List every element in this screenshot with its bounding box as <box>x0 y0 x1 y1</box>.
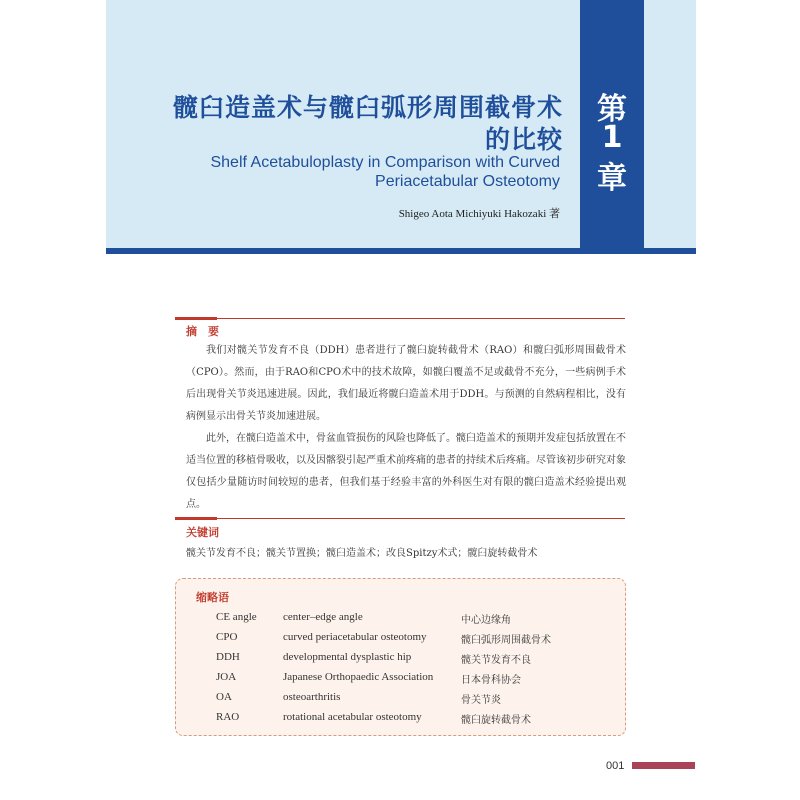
header-rule <box>106 248 696 254</box>
page-number-bar <box>632 762 695 769</box>
abbr-english: rotational acetabular osteotomy <box>283 711 422 723</box>
keywords-rule <box>175 518 625 519</box>
chapter-label-1: 第 <box>597 92 627 127</box>
abbr-term: OA <box>216 691 232 703</box>
abstract-body <box>186 340 626 516</box>
abbreviation-row <box>176 671 625 691</box>
abstract-rule <box>175 318 625 319</box>
abstract-label: 摘 要 <box>186 325 219 338</box>
abbreviations-box <box>175 578 626 736</box>
abbreviation-row <box>176 611 625 631</box>
keywords-text: 髋关节发育不良；髋关节置换；髋臼造盖术；改良Spitzy术式；髋臼旋转截骨术 <box>186 548 538 559</box>
abbreviation-row <box>176 711 625 731</box>
title-en-line2: Periacetabular Osteotomy <box>375 173 560 190</box>
abbr-chinese: 髋臼旋转截骨术 <box>461 715 531 726</box>
abbr-english: center–edge angle <box>283 611 363 623</box>
abbreviations-title: 缩略语 <box>196 591 229 604</box>
abbr-chinese: 日本骨科协会 <box>461 675 521 686</box>
abbr-chinese: 髋关节发育不良 <box>461 655 531 666</box>
abbr-chinese: 骨关节炎 <box>461 695 501 706</box>
abbr-chinese: 髋臼弧形周围截骨术 <box>461 635 551 646</box>
abbr-english: Japanese Orthopaedic Association <box>283 671 434 683</box>
abbr-term: DDH <box>216 651 240 663</box>
authors: Shigeo Aota Michiyuki Hakozaki 著 <box>398 208 560 220</box>
abbr-english: curved periacetabular osteotomy <box>283 631 427 643</box>
abbr-term: CE angle <box>216 611 257 623</box>
abbr-term: JOA <box>216 671 237 683</box>
chapter-tab <box>580 0 644 252</box>
chapter-label-2: 章 <box>597 161 627 196</box>
abbreviation-row <box>176 651 625 671</box>
abbr-term: RAO <box>216 711 240 723</box>
keywords-label: 关键词 <box>186 526 219 539</box>
abbr-term: CPO <box>216 631 238 643</box>
keywords-rule-mark <box>175 517 217 520</box>
title-cn-line2: 的比较 <box>484 125 563 154</box>
abstract-paragraph: 此外，在髋臼造盖术中，骨盆血管损伤的风险也降低了。髋臼造盖术的预期并发症包括放置在不适当位置的移植骨吸收，以及因髂裂引起严重术前疼痛的患者的持续术后疼痛。尽管该初步研究对象仅包括少量随访时间较短的患者，但我们基于经验丰富的外科医生对有限的髋臼造盖术经验提出观点。 <box>186 433 626 510</box>
abbr-english: developmental dysplastic hip <box>283 651 412 663</box>
page-number: 001 <box>606 760 625 772</box>
abbreviation-row <box>176 691 625 711</box>
abstract-paragraph: 我们对髋关节发育不良（DDH）患者进行了髋臼旋转截骨术（RAO）和髋臼弧形周围截骨术（CPO）。然而，由于RAO和CPO术中的技术故障，如髋臼覆盖不足或截骨不充分，一些病例手术后出现骨关节炎迅速进展。因此，我们最近将髋臼造盖术用于DDH。与预测的自然病程相比，没有病例显示出骨关节炎加速进展。 <box>186 345 626 422</box>
abbreviation-row <box>176 631 625 651</box>
title-en-line1: Shelf Acetabuloplasty in Comparison with Curved <box>210 154 560 171</box>
abbr-chinese: 中心边缘角 <box>461 615 511 626</box>
title-cn-line1: 髋臼造盖术与髋臼弧形周围截骨术 <box>172 93 563 122</box>
abstract-rule-mark <box>175 317 217 320</box>
abbr-english: osteoarthritis <box>283 691 341 703</box>
chapter-number: 1 <box>601 120 623 155</box>
